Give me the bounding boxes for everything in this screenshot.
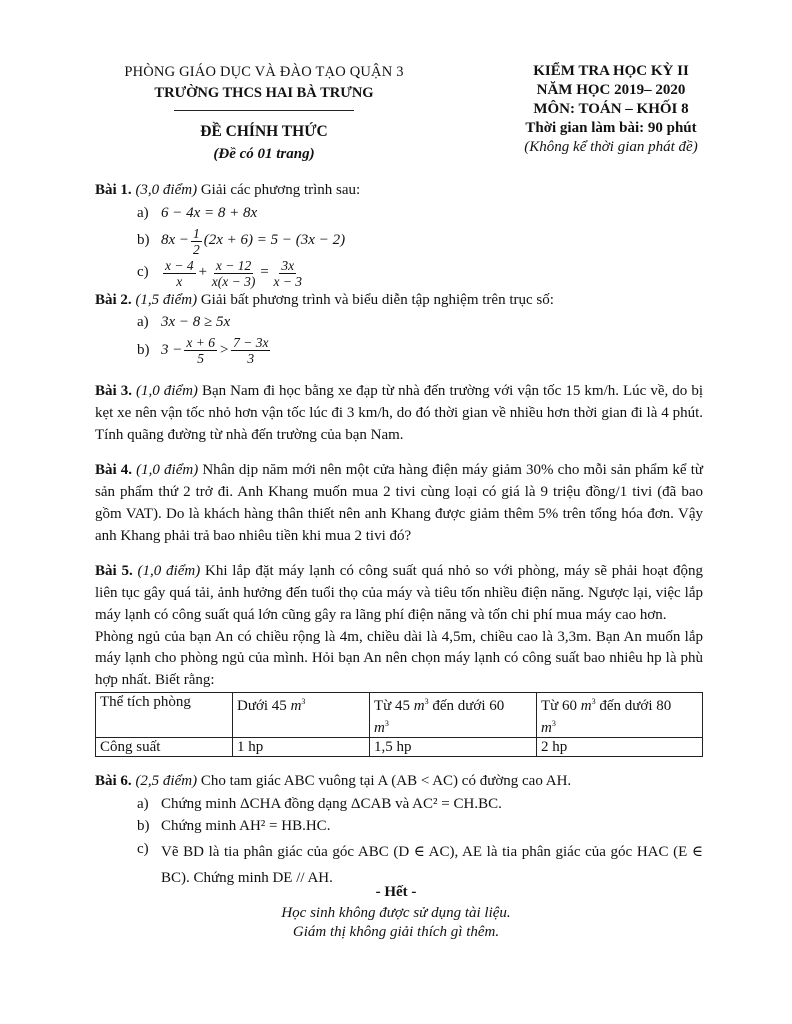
table-cell: 1 hp [233,737,370,756]
question-points: (1,0 điểm) [136,462,199,479]
question-title: Bài 4. [95,462,133,479]
operator: = [259,264,270,281]
cell-text: Từ 60 [541,697,578,714]
cell-text: đến dưới 80 [599,697,672,714]
question-6-items [137,794,703,892]
spacer [95,757,703,771]
cell-text: Từ 45 [374,697,411,714]
item-label: a) [137,314,149,331]
table-cell [233,692,370,737]
fraction [231,335,270,366]
equation-part: 8x − [161,232,190,249]
item-label: c) [137,264,149,281]
footer [0,882,792,942]
footer-note: Học sinh không được sử dụng tài liệu. [281,904,511,921]
question-points: (1,0 điểm) [137,563,201,580]
exam-title: KIỂM TRA HỌC KỲ II [533,63,689,79]
item-text: Chứng minh ΔCHA đồng dạng ΔCAB và AC² = CH.BC. [161,795,502,812]
question-1 [95,180,703,202]
item-text: Chứng minh AH² = HB.HC. [161,818,331,835]
unit-exponent: 3 [301,696,306,706]
question-5-context: Phòng ngủ của bạn An có chiều rộng là 4m, chiều dài là 4,5m, chiều cao là 3,3m. Bạn An muốn lắp máy lạnh cho phòng ngủ của mình. Hỏi bạn An nên chọn máy lạnh có công suất bao nhiêu hp là phù hợp nhất. Biết rằng: [95,628,703,688]
question-title: Bài 2. [95,291,132,308]
operator: + [197,264,208,281]
table-cell: 1,5 hp [370,737,537,756]
table-row [96,692,703,737]
unit: m [374,719,385,736]
fraction [191,226,202,257]
unit-exponent: 3 [384,718,389,728]
question-text: Cho tam giác ABC vuông tại A (AB < AC) có đường cao AH. [200,772,572,789]
denominator: 5 [197,351,205,366]
unit: m [580,697,592,714]
question-2 [95,290,703,312]
table-cell: Thể tích phòng [96,692,233,737]
header-right [500,62,722,157]
numerator: x − 4 [165,257,194,273]
question-title: Bài 3. [95,383,132,399]
official-label: ĐỀ CHÍNH THỨC [200,123,328,141]
question-3 [95,381,703,446]
item-c [137,258,703,289]
numerator: 3x [281,257,295,273]
question-text: Khi lắp đặt máy lạnh có công suất quá nhỏ so với phòng, máy sẽ phải hoạt động liên tục gây quá tải, ảnh hưởng đến tuổi thọ của máy và tiêu tốn nhiều điện năng. Ngược lại, việc lắp máy lạnh có công suất quá lớn cũng gây ra lãng phí điện năng và tốn chi phí mua máy cao hơn. [95,563,703,623]
numerator: x − 12 [215,257,252,273]
numerator: 1 [193,225,200,241]
school-year: NĂM HỌC 2019– 2020 [536,82,686,98]
unit-exponent: 3 [591,696,596,706]
question-2-items [137,312,703,366]
unit: m [290,697,302,714]
numerator: x + 6 [186,335,215,350]
item-b [137,816,703,838]
equation-part: (2x + 6) = 5 − (3x − 2) [203,232,346,249]
equation: 6 − 4x = 8 + 8x [161,204,258,221]
item-b [137,226,703,257]
end-mark: - Hết - [375,884,417,900]
item-label: b) [137,341,150,358]
exam-content [95,180,703,892]
question-title: Bài 6. [95,772,132,789]
spacer [95,446,703,460]
item-label: b) [137,818,150,835]
fraction [210,258,258,289]
denominator: 3 [247,351,255,366]
cell-text: Dưới 45 [237,697,287,714]
unit: m [413,697,425,714]
fraction [163,258,196,289]
unit: m [541,719,552,736]
item-label: a) [137,795,149,812]
spacer [95,367,703,381]
table-cell: Công suất [96,737,233,756]
item-b [137,335,703,366]
denominator: 2 [193,241,200,257]
inequality: 3x − 8 ≥ 5x [161,314,231,331]
item-label: b) [137,232,150,249]
table-cell: 2 hp [537,737,703,756]
question-title: Bài 5. [95,563,133,580]
fraction [184,335,217,366]
question-1-items [137,203,703,289]
denominator: x − 3 [273,273,303,289]
department-name: PHÒNG GIÁO DỤC VÀ ĐÀO TẠO QUẬN 3 [124,64,404,80]
question-text: Bạn Nam đi học bằng xe đạp từ nhà đến trường với vận tốc 15 km/h. Lúc về, do bị kẹt xe nên vận tốc nhỏ hơn vận tốc lúc đi 3 km/h, do đó thời gian về nhiều hơn thời gian đi là 4 phút. Tính quãng đường từ nhà đến trường của bạn Nam. [95,383,703,443]
table-cell [370,692,537,737]
exam-time: Thời gian làm bài: 90 phút [525,120,697,136]
question-text: Giải các phương trình sau: [200,182,361,198]
question-points: (1,0 điểm) [135,383,198,399]
unit-exponent: 3 [424,696,429,706]
exam-time-note: (Không kể thời gian phát đề) [524,139,698,155]
question-text: Nhân dịp năm mới nên một cửa hàng điện máy giảm 30% cho mỗi sản phẩm kể từ sản phẩm thứ 2 trở đi. Anh Khang muốn mua 2 tivi cùng loại có giá là 9 triệu đồng/1 tivi (đã bao gồm VAT). Do là khách hàng thân thiết nên anh Khang được giảm thêm 5% trên tổng hóa đơn. Vậy anh Khang phải trả bao nhiêu tiền khi mua 2 tivi đó? [95,462,703,544]
numerator: 7 − 3x [233,335,269,350]
denominator: x(x − 3) [211,273,256,289]
header-left [94,62,434,165]
item-label: a) [137,204,149,221]
question-title: Bài 1. [95,182,132,198]
ac-capacity-table [95,692,703,757]
question-points: (3,0 điểm) [135,182,198,198]
item-a [137,794,703,816]
table-row [96,737,703,756]
item-label: c) [137,841,149,857]
table-cell [537,692,703,737]
school-name: TRƯỜNG THCS HAI BÀ TRƯNG [154,85,374,102]
question-4 [95,460,703,547]
item-a [137,203,703,225]
cell-text: đến dưới 60 [432,697,505,714]
spacer [95,547,703,561]
question-5 [95,561,703,626]
subject: MÔN: TOÁN – KHỐI 8 [533,101,689,117]
fraction [271,258,304,289]
item-text: Vẽ BD là tia phân giác của góc ABC (D ∈ AC), AE là tia phân giác của góc HAC (E ∈ BC). Chứng minh DE // AH. [161,844,703,886]
denominator: x [176,273,183,289]
item-a [137,312,703,334]
unit-exponent: 3 [551,718,556,728]
question-text: Giải bất phương trình và biểu diễn tập nghiệm trên trục số: [200,291,554,308]
question-6 [95,771,703,793]
operator: > [218,341,230,358]
divider [174,110,354,111]
question-points: (1,5 điểm) [135,291,198,308]
page-count: (Đề có 01 trang) [213,145,315,162]
question-points: (2,5 điểm) [135,772,198,789]
footer-note: Giám thị không giải thích gì thêm. [292,923,500,940]
inequality-part: 3 − [161,341,183,358]
